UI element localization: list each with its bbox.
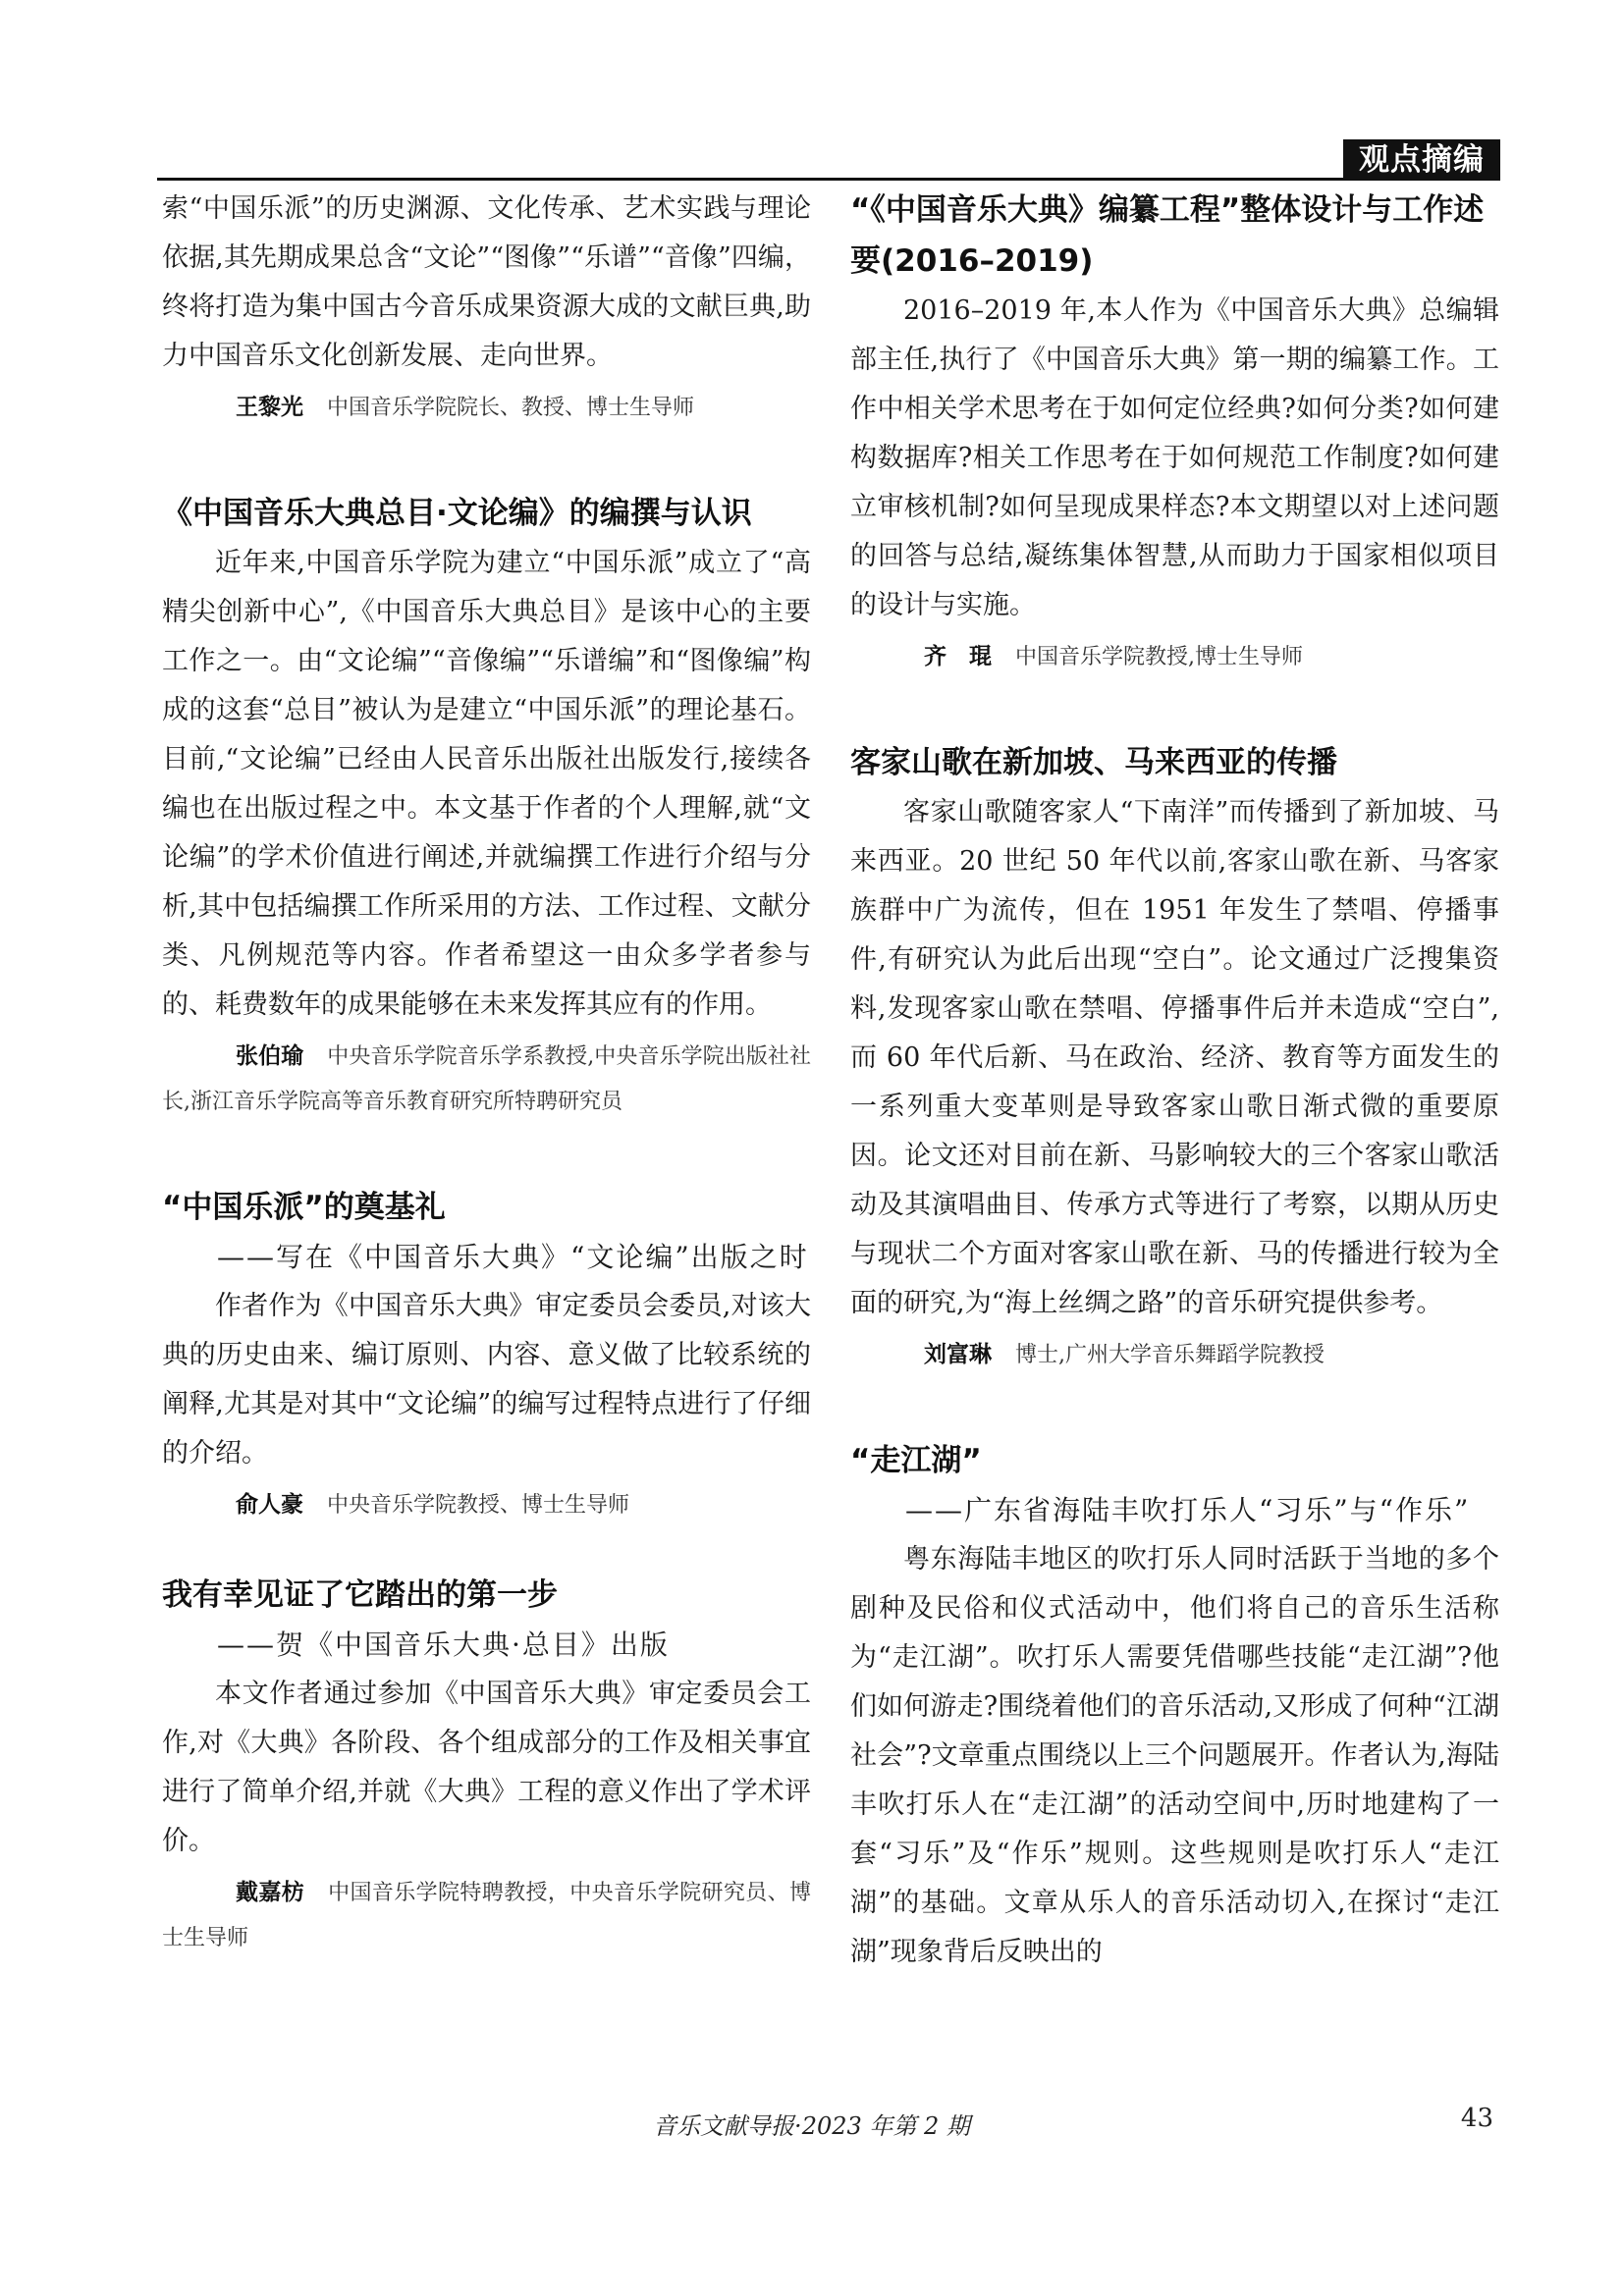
article-continued bbox=[162, 185, 811, 431]
article-body: 客家山歌随客家人“下南洋”而传播到了新加坡、马来西亚。20 世纪 50 年代以前,客家山歌在新、马客家族群中广为流传，但在 1951 年发生了禁唱、停播事件,有研究认为此后出现“空白”。论文通过广泛搜集资料,发现客家山歌在禁唱、停播事件后并未造成“空白”,而 60 年代后新、马在政治、经济、教育等方面发生的一系列重大变革则是导致客家山歌日渐式微的重要原因。论文还对目前在新、马影响较大的三个客家山歌活动及其演唱曲目、传承方式等进行了考察，以期从历史与现状二个方面对客家山歌在新、马的传播进行较为全面的研究,为“海上丝绸之路”的音乐研究提供参考。 bbox=[850, 797, 1499, 1318]
header-rule bbox=[157, 178, 1500, 181]
author-affiliation: 中央音乐学院教授、博士生导师 bbox=[327, 1493, 630, 1518]
author-affiliation: 中国音乐学院院长、教授、博士生导师 bbox=[327, 396, 695, 420]
author-name: 王黎光 bbox=[236, 395, 303, 420]
article-design-summary bbox=[850, 185, 1499, 680]
author-name: 齐 琨 bbox=[924, 644, 992, 669]
article-jianghu bbox=[850, 1435, 1499, 1977]
author-affiliation: 博士,广州大学音乐舞蹈学院教授 bbox=[1015, 1343, 1325, 1367]
journal-footer: 音乐文献导报·2023 年第 2 期 bbox=[653, 2112, 970, 2140]
article-byline bbox=[162, 1482, 811, 1528]
author-name: 俞人豪 bbox=[236, 1492, 303, 1518]
author-name: 张伯瑜 bbox=[236, 1043, 304, 1069]
article-byline bbox=[162, 385, 811, 431]
article-body: 粤东海陆丰地区的吹打乐人同时活跃于当地的多个剧种及民俗和仪式活动中，他们将自己的音乐生活称为“走江湖”。吹打乐人需要凭借哪些技能“走江湖”?他们如何游走?围绕着他们的音乐活动,又形成了何种“江湖社会”?文章重点围绕以上三个问题展开。作者认为,海陆丰吹打乐人在“走江湖”的活动空间中,历时地建构了一套“习乐”及“作乐”规则。这些规则是吹打乐人“走江湖”的基础。文章从乐人的音乐活动切入,在探讨“走江湖”现象背后反映出的 bbox=[850, 1544, 1499, 1967]
article-title: “《中国音乐大典》编纂工程”整体设计与工作述要(2016–2019) bbox=[850, 192, 1485, 279]
article-byline bbox=[162, 1034, 811, 1125]
section-tag: 观点摘编 bbox=[1343, 139, 1500, 181]
article-body: 作者作为《中国音乐大典》审定委员会委员,对该大典的历史由来、编订原则、内容、意义做了比较系统的阐释,尤其是对其中“文论编”的编写过程特点进行了仔细的介绍。 bbox=[162, 1291, 811, 1468]
page-number: 43 bbox=[1460, 2104, 1493, 2133]
article-title: 《中国音乐大典总目·文论编》的编撰与认识 bbox=[162, 496, 752, 531]
right-column bbox=[850, 185, 1499, 1977]
author-name: 戴嘉枋 bbox=[236, 1880, 305, 1905]
author-name: 刘富琳 bbox=[924, 1342, 992, 1367]
article-body: 2016–2019 年,本人作为《中国音乐大典》总编辑部主任,执行了《中国音乐大典》第一期的编纂工作。工作中相关学术思考在于如何定位经典?如何分类?如何建构数据库?相关工作思考在于如何规范工作制度?如何建立审核机制?如何呈现成果样态?本文期望以对上述问题的回答与总结,凝练集体智慧,从而助力于国家相似项目的设计与实施。 bbox=[850, 295, 1499, 620]
article-wenlunbian bbox=[162, 488, 811, 1125]
article-hakka bbox=[850, 737, 1499, 1378]
article-body: 索“中国乐派”的历史渊源、文化传承、艺术实践与理论依据,其先期成果总含“文论”“图像”“乐谱”“音像”四编，终将打造为集中国古今音乐成果资源大成的文献巨典,助力中国音乐文化创新发展、走向世界。 bbox=[162, 193, 811, 371]
article-title: “中国乐派”的奠基礼 bbox=[162, 1190, 446, 1225]
author-affiliation: 中央音乐学院音乐学系教授,中央音乐学院出版社社长,浙江音乐学院高等音乐教育研究所特聘研究员 bbox=[162, 1044, 812, 1114]
article-byline bbox=[850, 1332, 1499, 1378]
article-subtitle: ——写在《中国音乐大典》“文论编”出版之时 bbox=[217, 1241, 809, 1273]
article-body: 本文作者通过参加《中国音乐大典》审定委员会工作,对《大典》各阶段、各个组成部分的工作及相关事宜进行了简单介绍,并就《大典》工程的意义作出了学术评价。 bbox=[162, 1679, 811, 1856]
article-subtitle: ——贺《中国音乐大典·总目》出版 bbox=[217, 1629, 670, 1661]
author-affiliation: 中国音乐学院教授,博士生导师 bbox=[1015, 645, 1303, 669]
article-title: “走江湖” bbox=[850, 1443, 982, 1478]
article-subtitle: ——广东省海陆丰吹打乐人“习乐”与“作乐” bbox=[905, 1494, 1471, 1526]
article-title: 我有幸见证了它踏出的第一步 bbox=[162, 1577, 558, 1613]
article-first-step bbox=[162, 1570, 811, 1961]
left-column bbox=[162, 185, 811, 1961]
article-body: 近年来,中国音乐学院为建立“中国乐派”成立了“高精尖创新中心”,《中国音乐大典总目》是该中心的主要工作之一。由“文论编”“音像编”“乐谱编”和“图像编”构成的这套“总目”被认为是建立“中国乐派”的理论基石。目前,“文论编”已经由人民音乐出版社出版发行,接续各编也在出版过程之中。本文基于作者的个人理解,就“文论编”的学术价值进行阐述,并就编撰工作进行介绍与分析,其中包括编撰工作所采用的方法、工作过程、文献分类、凡例规范等内容。作者希望这一由众多学者参与的、耗费数年的成果能够在未来发挥其应有的作用。 bbox=[162, 548, 811, 1020]
article-foundation bbox=[162, 1182, 811, 1528]
author-affiliation: 中国音乐学院特聘教授，中央音乐学院研究员、博士生导师 bbox=[162, 1881, 811, 1950]
article-title: 客家山歌在新加坡、马来西亚的传播 bbox=[850, 745, 1337, 780]
article-byline bbox=[162, 1870, 811, 1961]
article-byline bbox=[850, 634, 1499, 680]
